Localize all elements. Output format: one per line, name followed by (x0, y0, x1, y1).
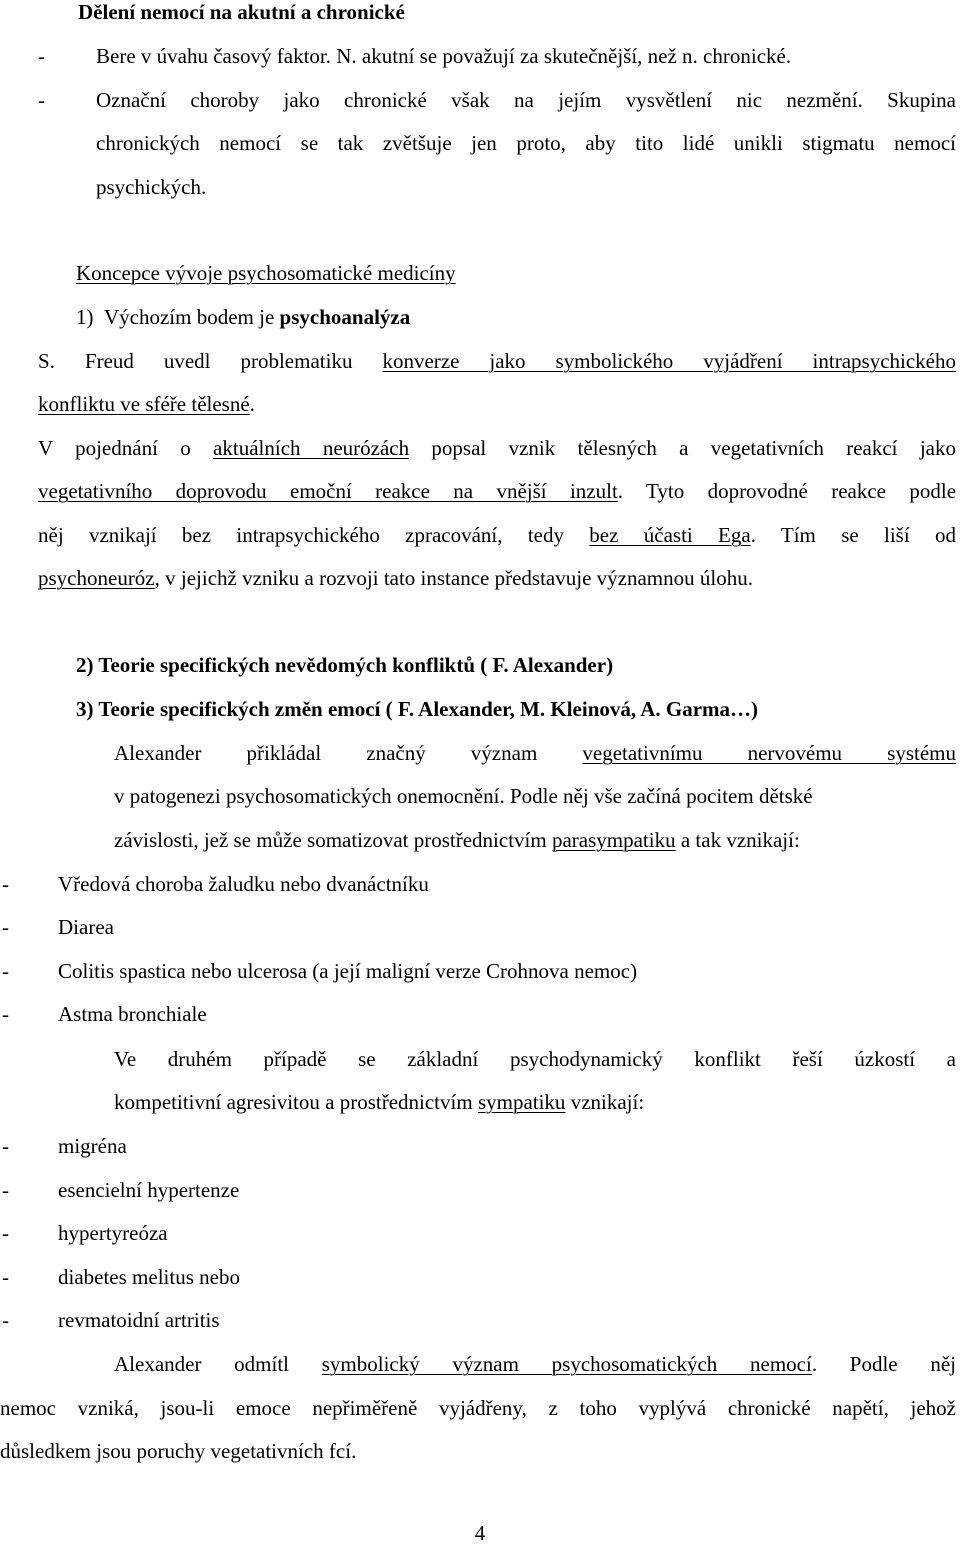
paragraph-line: něj vznikají bez intrapsychického zpracování, tedy bez účasti Ega. Tím se liší od (38, 523, 956, 547)
list-item: 2) Teorie specifických nevědomých konfliktů ( F. Alexander) (76, 653, 614, 677)
paragraph-line: závislosti, jež se může somatizovat prostřednictvím parasympatiku a tak vznikají: (114, 828, 800, 852)
bullet-dash: - (2, 1308, 9, 1332)
list-item: revmatoidní artritis (58, 1308, 220, 1332)
bullet-dash: - (2, 1178, 9, 1202)
bullet-dash: - (2, 959, 9, 983)
list-item: hypertyreóza (58, 1221, 168, 1245)
list-item: diabetes melitus nebo (58, 1265, 240, 1289)
bullet-dash: - (2, 872, 9, 896)
paragraph-line: Ve druhém případě se základní psychodynamický konflikt řeší úzkostí a (114, 1047, 956, 1071)
list-item: migréna (58, 1134, 127, 1158)
paragraph-line: vegetativního doprovodu emoční reakce na vnější inzult. Tyto doprovodné reakce podle (38, 479, 957, 503)
paragraph-line: Bere v úvahu časový faktor. N. akutní se považují za skutečnější, než n. chronické. (96, 44, 792, 68)
paragraph-line: Označní choroby jako chronické však na jejím vysvětlení nic nezmění. Skupina (96, 88, 956, 112)
paragraph-line: S. Freud uvedl problematiku konverze jako symbolického vyjádření intrapsychického (38, 349, 956, 373)
paragraph-line: nemoc vzniká, jsou-li emoce nepřiměřeně vyjádřeny, z toho vyplývá chronické napětí, jehož (0, 1396, 956, 1420)
paragraph-line: Alexander odmítl symbolický význam psychosomatických nemocí. Podle něj (114, 1352, 956, 1376)
paragraph-line: psychoneuróz, v jejichž vzniku a rozvoji tato instance představuje významnou úlohu. (38, 566, 753, 590)
paragraph-line: Alexander přikládal značný význam vegetativnímu nervovému systému (114, 741, 956, 765)
list-item: 1) Výchozím bodem je psychoanalýza (76, 305, 411, 329)
paragraph-line: v patogenezi psychosomatických onemocnění. Podle něj vše začíná pocitem dětské (114, 784, 813, 808)
page-number: 4 (474, 1521, 486, 1545)
bullet-dash: - (2, 1002, 9, 1026)
bullet-dash: - (2, 915, 9, 939)
section-heading-acute-chronic: Dělení nemocí na akutní a chronické (78, 0, 405, 24)
bullet-dash: - (2, 1221, 9, 1245)
bullet-dash: - (2, 1134, 9, 1158)
bullet-dash: - (38, 88, 45, 112)
list-item: Astma bronchiale (58, 1002, 207, 1026)
paragraph-line: V pojednání o aktuálních neurózách popsal vznik tělesných a vegetativních reakcí jako (38, 436, 956, 460)
list-item: Colitis spastica nebo ulcerosa (a její maligní verze Crohnova nemoc) (58, 959, 638, 983)
list-item: Vředová choroba žaludku nebo dvanáctníku (58, 872, 429, 896)
paragraph-line: psychických. (96, 175, 207, 199)
bullet-dash: - (38, 44, 45, 68)
paragraph-line: kompetitivní agresivitou a prostřednictvím sympatiku vznikají: (114, 1090, 645, 1114)
list-item: esencielní hypertenze (58, 1178, 240, 1202)
list-item: 3) Teorie specifických změn emocí ( F. Alexander, M. Kleinová, A. Garma…) (76, 697, 759, 721)
paragraph-line: důsledkem jsou poruchy vegetativních fcí. (0, 1439, 357, 1463)
paragraph-line: konfliktu ve sféře tělesné. (38, 392, 255, 416)
paragraph-line: chronických nemocí se tak zvětšuje jen proto, aby tito lidé unikli stigmatu nemocí (96, 131, 956, 155)
bullet-dash: - (2, 1265, 9, 1289)
section-heading-concept: Koncepce vývoje psychosomatické medicíny (76, 261, 456, 285)
list-item: Diarea (58, 915, 114, 939)
